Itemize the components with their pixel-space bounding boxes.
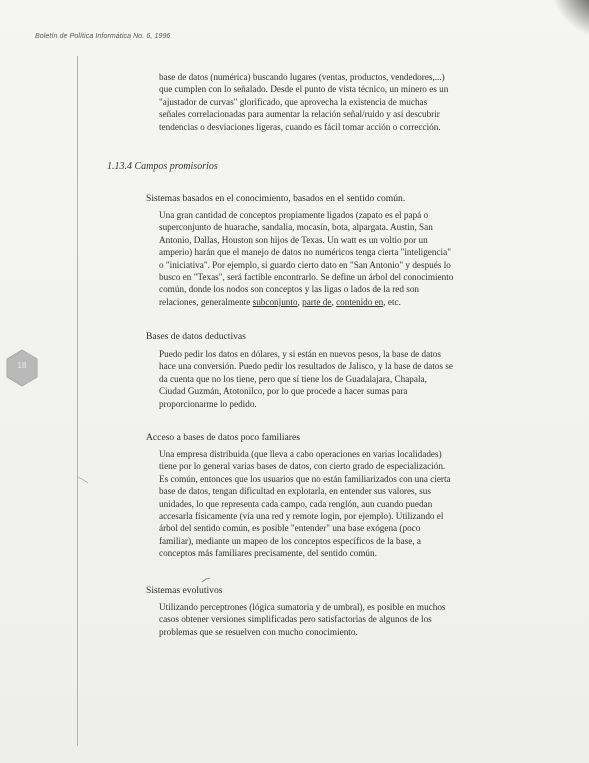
text-line: hace una conversión. Puedo pedir los resultados de Jalisco, y la base de datos se	[159, 361, 453, 372]
text-line: casos obtener versiones simplificadas pero satisfactorias de algunos de los	[159, 614, 432, 625]
underlined-term: contenido en	[336, 296, 384, 307]
item-paragraph	[159, 348, 453, 410]
margin-rule	[77, 56, 78, 746]
text-line: da cuenta que no los tiene, pero que sí tiene los de Guadalajara, Chapala,	[159, 373, 427, 384]
underlined-term: subconjunto	[252, 296, 298, 307]
text-line: base de datos (numérica) buscando lugares (ventas, productos, vendedores,...)	[159, 72, 445, 82]
text-line: que cumplen con lo señalado. Desde el punto de vista técnico, un minero es un	[159, 84, 449, 95]
text-line: Ciudad Guzmán, Atotonilco, por lo que procede a hacer sumas para	[159, 386, 408, 397]
item-paragraph	[159, 448, 451, 560]
text-line: proporcionarme lo pedido.	[159, 398, 257, 409]
running-header: Boletín de Política Informática No. 6, 1996	[35, 33, 171, 40]
scan-speck-mark	[76, 475, 90, 485]
text-line: superconjunto de huarache, sandalia, mocasín, bota, alpargata. Austin, San	[159, 222, 433, 233]
text-line: familiar), mediante un mapeo de los conceptos específicos de la base, a	[159, 535, 421, 546]
item-title: Sistemas basados en el conocimiento, basados en el sentido común.	[146, 193, 406, 204]
text-line: Puedo pedir los datos en dólares, y si están en nuevos pesos, la base de datos	[159, 349, 441, 359]
text-line: conceptos más familiares precisamente, del sentido común.	[159, 548, 377, 559]
text-line: Utilizando perceptrones (lógica sumatoria y de umbral), es posible en muchos	[159, 602, 446, 612]
text-line: árbol del sentido común, es posible "entender" una base exógena (poco	[159, 523, 421, 534]
item-title: Sistemas evolutivos	[146, 585, 223, 596]
scan-corner-shadow	[549, 0, 589, 40]
intro-paragraph	[159, 71, 448, 133]
text-line: Es común, entonces que los usuarios que no están familiarizados con una cierta	[159, 473, 451, 484]
item-title: Bases de datos deductivas	[146, 331, 246, 342]
scan-speck-mark	[201, 577, 211, 583]
item-paragraph	[159, 601, 446, 638]
underlined-term: parte de	[302, 296, 332, 307]
text-segment: relaciones, generalmente	[159, 296, 253, 307]
text-line: "ajustador de curvas" glorificado, que aprovecha la existencia de muchas	[159, 96, 428, 107]
text-line: Una empresa distribuida (que lleva a cabo operaciones en varias localidades)	[159, 449, 442, 459]
text-line: base de datos, tengan dificultad en explotarla, en entender sus valores, sus	[159, 486, 431, 497]
page-number: 18	[17, 361, 27, 370]
text-segment: ,	[297, 296, 303, 307]
text-line: tendencias o desviaciones ligeras, cuando es fácil tomar acción o corrección.	[159, 121, 441, 132]
text-line: amperio) harán que el manejo de datos no numéricos tenga cierta "inteligencia"	[159, 247, 451, 258]
section-heading: 1.13.4 Campos promisorios	[107, 161, 218, 172]
item-paragraph	[159, 209, 453, 308]
text-line: unidades, lo que representa cada campo, cada renglón, aun cuando puedan	[159, 498, 433, 509]
text-line: problemas que se resuelven con mucho conocimiento.	[159, 626, 358, 637]
text-line: Antonio, Dallas, Houston son hijos de Texas. Un watt es un voltio por un	[159, 234, 428, 245]
text-line: o "iniciativa". Por ejemplo, si guardo cierto dato en "San Antonio" y después lo	[159, 259, 451, 270]
text-line: tiene por lo general varias bases de datos, con cierto grado de especialización.	[159, 461, 446, 472]
text-line: busco en "Texas", será factible encontrarlo. Se define un árbol del conocimiento	[159, 272, 454, 283]
text-line: Una gran cantidad de conceptos propiamente ligados (zapato es el papá o	[159, 210, 429, 220]
text-line	[159, 296, 453, 308]
text-line: común, donde los nodos son conceptos y las ligas o lados de la red son	[159, 284, 420, 295]
text-line: señales correlacionadas para aumentar la relación señal/ruido y así descubrir	[159, 109, 440, 120]
item-title: Acceso a bases de datos poco familiares	[146, 432, 300, 443]
text-line: accesarla físicamente (vía una red y remote login, por ejemplo). Utilizando el	[159, 511, 444, 522]
text-segment: , etc.	[383, 296, 401, 307]
text-segment: ,	[331, 296, 337, 307]
page-number-badge	[5, 349, 39, 387]
